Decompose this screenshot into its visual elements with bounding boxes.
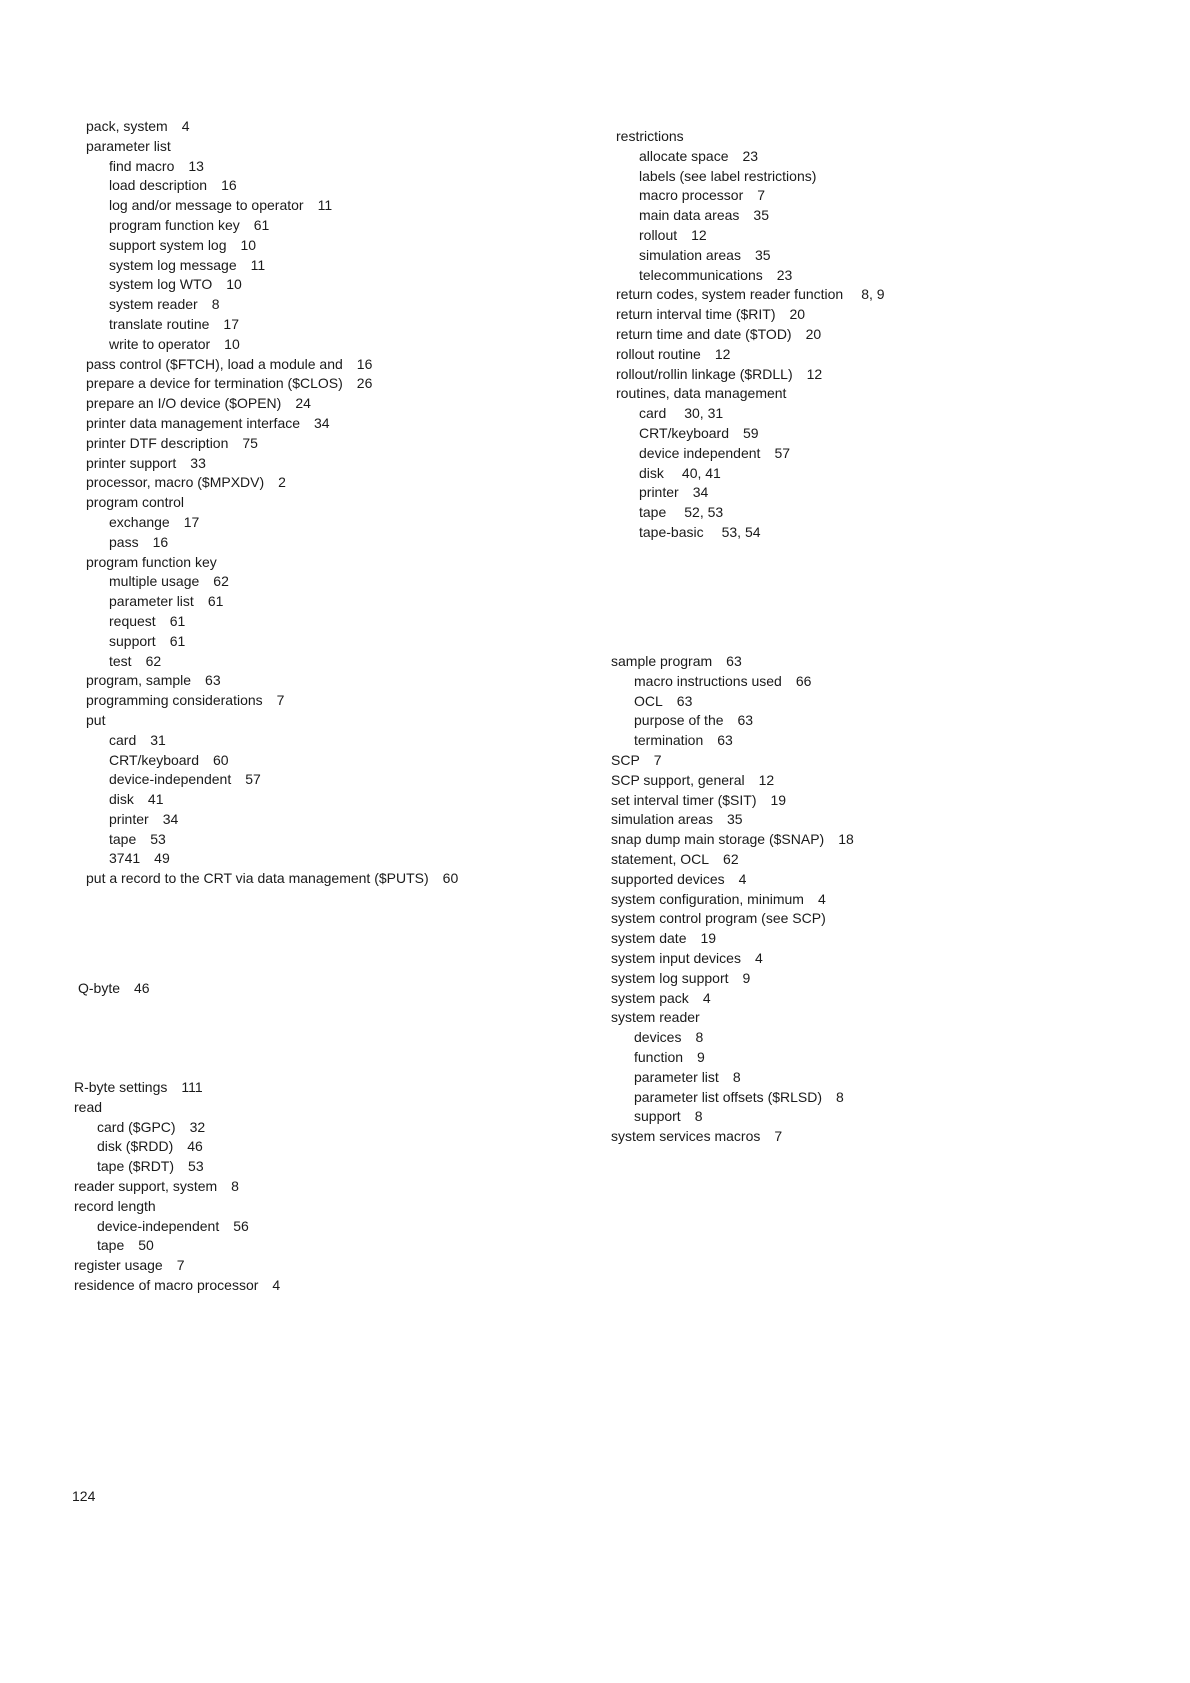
index-entry bbox=[78, 979, 150, 999]
index-page-ref: 7 bbox=[176, 1257, 185, 1274]
index-page-ref: 35 bbox=[753, 207, 769, 224]
index-term: labels (see label restrictions) bbox=[639, 167, 817, 184]
index-page-ref: 10 bbox=[226, 276, 242, 293]
index-page-ref: 61 bbox=[169, 612, 186, 629]
index-column-left bbox=[86, 117, 458, 889]
index-entry bbox=[611, 870, 854, 890]
index-term: printer bbox=[109, 810, 149, 827]
index-term: set interval timer ($SIT) bbox=[611, 791, 757, 808]
index-term: pass bbox=[109, 533, 139, 550]
index-term: processor, macro ($MPXDV) bbox=[86, 474, 265, 491]
index-term: restrictions bbox=[616, 128, 684, 144]
index-entry bbox=[74, 1177, 280, 1197]
index-subentry bbox=[616, 167, 885, 187]
index-term: routines, data management bbox=[616, 385, 787, 402]
index-entry bbox=[86, 434, 458, 454]
index-subentry bbox=[86, 157, 458, 177]
index-page-ref: 59 bbox=[743, 424, 759, 441]
index-page-ref: 63 bbox=[726, 653, 742, 669]
index-term: parameter list bbox=[86, 137, 171, 154]
index-term: system input devices bbox=[611, 949, 741, 966]
index-page-ref: 2 bbox=[278, 474, 286, 491]
index-term: card bbox=[109, 731, 137, 748]
index-page-ref: 16 bbox=[221, 177, 237, 194]
index-subentry bbox=[86, 790, 458, 810]
index-page-ref: 24 bbox=[295, 395, 311, 412]
index-page-ref: 8, 9 bbox=[861, 286, 885, 303]
index-term: log and/or message to operator bbox=[109, 197, 304, 214]
index-term: SCP support, general bbox=[611, 771, 745, 788]
index-term: system control program (see SCP) bbox=[611, 910, 826, 927]
index-term: disk bbox=[639, 464, 664, 481]
index-page-ref: 7 bbox=[774, 1128, 783, 1145]
index-entry bbox=[74, 1276, 280, 1296]
index-term: card ($GPC) bbox=[97, 1118, 176, 1135]
index-subentry bbox=[86, 256, 458, 276]
index-page-ref: 8 bbox=[836, 1088, 844, 1105]
index-page-ref: 26 bbox=[356, 375, 373, 392]
index-page-ref: 9 bbox=[697, 1048, 705, 1065]
page-number: 124 bbox=[72, 1488, 96, 1504]
index-subentry bbox=[616, 444, 885, 464]
index-term: 3741 bbox=[109, 850, 141, 867]
index-subentry bbox=[611, 1028, 854, 1048]
index-term: printer support bbox=[86, 454, 177, 471]
index-term: return time and date ($TOD) bbox=[616, 325, 792, 342]
index-term: return codes, system reader function bbox=[616, 286, 844, 303]
index-term: translate routine bbox=[109, 315, 210, 332]
index-page-ref: 8 bbox=[231, 1177, 239, 1194]
index-page-ref: 19 bbox=[700, 930, 717, 947]
index-subentry bbox=[611, 1048, 854, 1068]
index-entry bbox=[611, 929, 854, 949]
index-term: parameter list offsets ($RLSD) bbox=[634, 1088, 823, 1105]
index-page-ref: 7 bbox=[757, 187, 766, 204]
index-subentry bbox=[86, 731, 458, 751]
index-page-ref: 4 bbox=[754, 949, 763, 966]
index-term: card bbox=[639, 405, 667, 422]
index-entry bbox=[611, 969, 854, 989]
index-page-ref: 34 bbox=[314, 414, 330, 431]
index-page-ref: 62 bbox=[145, 652, 162, 669]
index-section-r bbox=[74, 1078, 280, 1296]
index-page-ref: 12 bbox=[806, 365, 823, 382]
index-term: main data areas bbox=[639, 207, 740, 224]
index-subentry bbox=[74, 1236, 280, 1256]
index-entry bbox=[86, 473, 458, 493]
index-term: disk bbox=[109, 791, 134, 808]
index-subentry bbox=[611, 731, 854, 751]
index-subentry bbox=[86, 830, 458, 850]
index-page-ref: 63 bbox=[717, 732, 733, 749]
index-term: devices bbox=[634, 1029, 682, 1046]
index-entry bbox=[611, 989, 854, 1009]
index-entry bbox=[611, 949, 854, 969]
index-term: purpose of the bbox=[634, 712, 724, 729]
index-term: tape ($RDT) bbox=[97, 1158, 175, 1175]
index-subentry bbox=[74, 1137, 280, 1157]
index-term: CRT/keyboard bbox=[109, 751, 200, 768]
index-page-ref: 10 bbox=[224, 335, 240, 352]
index-page-ref: 8 bbox=[732, 1068, 741, 1085]
index-page-ref: 33 bbox=[190, 454, 206, 471]
index-subentry bbox=[616, 186, 885, 206]
index-term: function bbox=[634, 1048, 684, 1065]
index-term: tape bbox=[109, 830, 137, 847]
index-subentry bbox=[86, 236, 458, 256]
index-subentry bbox=[616, 483, 885, 503]
index-subentry bbox=[86, 572, 458, 592]
index-entry bbox=[611, 810, 854, 830]
index-term: tape bbox=[97, 1237, 125, 1254]
index-page-ref: 32 bbox=[189, 1118, 206, 1135]
index-term: Q-byte bbox=[78, 980, 121, 996]
index-entry bbox=[611, 771, 854, 791]
index-subentry bbox=[616, 464, 885, 484]
index-page-ref: 62 bbox=[213, 573, 229, 590]
index-page-ref: 8 bbox=[694, 1108, 703, 1125]
index-subentry bbox=[611, 692, 854, 712]
index-page-ref: 62 bbox=[723, 850, 739, 867]
index-entry bbox=[86, 671, 458, 691]
index-page-ref: 4 bbox=[738, 870, 747, 887]
index-page-ref: 60 bbox=[213, 751, 229, 768]
index-term: system pack bbox=[611, 989, 689, 1006]
index-page-ref: 30, 31 bbox=[684, 405, 724, 422]
index-page-ref: 20 bbox=[789, 306, 806, 323]
index-subentry bbox=[86, 533, 458, 553]
index-entry bbox=[86, 355, 458, 375]
index-page-ref: 4 bbox=[181, 118, 190, 134]
index-subentry bbox=[86, 275, 458, 295]
index-page-ref: 8 bbox=[211, 296, 220, 313]
index-entry bbox=[86, 553, 458, 573]
index-page-ref: 12 bbox=[691, 226, 707, 243]
index-entry bbox=[74, 1197, 280, 1217]
index-term: find macro bbox=[109, 157, 175, 174]
index-term: parameter list bbox=[109, 593, 194, 610]
index-entry bbox=[86, 711, 458, 731]
index-subentry bbox=[86, 849, 458, 869]
index-term: rollout/rollin linkage ($RDLL) bbox=[616, 365, 793, 382]
index-term: SCP bbox=[611, 751, 640, 768]
index-term: program control bbox=[86, 494, 185, 511]
index-column-right-bottom bbox=[611, 652, 854, 1147]
index-term: system log support bbox=[611, 969, 729, 986]
index-term: allocate space bbox=[639, 147, 729, 164]
index-subentry bbox=[86, 176, 458, 196]
index-page-ref: 40, 41 bbox=[681, 464, 721, 481]
index-page-ref: 12 bbox=[714, 345, 731, 362]
index-term: write to operator bbox=[109, 335, 211, 352]
index-page-ref: 49 bbox=[154, 850, 170, 867]
index-subentry bbox=[86, 216, 458, 236]
index-term: return interval time ($RIT) bbox=[616, 306, 776, 323]
index-term: request bbox=[109, 612, 156, 629]
index-term: device independent bbox=[639, 444, 761, 461]
index-subentry bbox=[74, 1157, 280, 1177]
index-term: program function key bbox=[86, 553, 217, 570]
index-entry bbox=[86, 691, 458, 711]
index-page-ref: 7 bbox=[276, 692, 285, 709]
index-term: support bbox=[109, 632, 156, 649]
index-page-ref: 52, 53 bbox=[684, 504, 724, 521]
index-term: system date bbox=[611, 930, 687, 947]
index-term: printer DTF description bbox=[86, 434, 229, 451]
index-term: load description bbox=[109, 177, 208, 194]
index-subentry bbox=[616, 266, 885, 286]
index-term: test bbox=[109, 652, 132, 669]
index-term: macro processor bbox=[639, 187, 744, 204]
index-subentry bbox=[86, 513, 458, 533]
index-entry bbox=[74, 1078, 280, 1098]
index-term: pass control ($FTCH), load a module and bbox=[86, 355, 343, 372]
index-term: multiple usage bbox=[109, 573, 200, 590]
index-page-ref: 10 bbox=[240, 236, 257, 253]
index-term: telecommunications bbox=[639, 266, 763, 283]
index-term: system services macros bbox=[611, 1128, 761, 1145]
index-page-ref: 63 bbox=[737, 712, 754, 729]
index-page-ref: 8 bbox=[695, 1029, 704, 1046]
index-page-ref: 35 bbox=[726, 811, 743, 828]
index-page-ref: 66 bbox=[795, 672, 812, 689]
index-term: tape-basic bbox=[639, 523, 704, 540]
index-term: system reader bbox=[109, 296, 198, 313]
index-entry bbox=[611, 909, 854, 929]
index-page-ref: 17 bbox=[183, 513, 200, 530]
index-subentry bbox=[616, 424, 885, 444]
index-page-ref: 46 bbox=[134, 980, 150, 996]
index-page-ref: 31 bbox=[150, 731, 166, 748]
index-subentry bbox=[611, 1107, 854, 1127]
index-entry bbox=[611, 1008, 854, 1028]
index-page-ref: 7 bbox=[653, 751, 662, 768]
index-page-ref: 4 bbox=[702, 989, 711, 1006]
index-subentry bbox=[611, 1088, 854, 1108]
index-entry bbox=[611, 652, 854, 672]
index-term: printer bbox=[639, 484, 679, 501]
index-subentry bbox=[611, 1068, 854, 1088]
index-term: device-independent bbox=[109, 771, 232, 788]
index-section-q bbox=[78, 979, 150, 999]
index-term: pack, system bbox=[86, 118, 168, 134]
index-page-ref: 50 bbox=[138, 1237, 154, 1254]
index-page-ref: 4 bbox=[817, 890, 826, 907]
index-term: system configuration, minimum bbox=[611, 890, 804, 907]
index-term: prepare an I/O device ($OPEN) bbox=[86, 395, 282, 412]
index-term: program function key bbox=[109, 216, 240, 233]
index-term: put a record to the CRT via data management ($PUTS) bbox=[86, 870, 429, 887]
index-page-ref: 53 bbox=[150, 830, 166, 847]
index-subentry bbox=[74, 1118, 280, 1138]
index-subentry bbox=[616, 404, 885, 424]
index-page-ref: 16 bbox=[152, 533, 169, 550]
index-column-right-top bbox=[616, 127, 885, 543]
index-term: put bbox=[86, 711, 106, 728]
index-page-ref: 46 bbox=[187, 1138, 203, 1155]
index-subentry bbox=[611, 711, 854, 731]
index-page-ref: 41 bbox=[147, 791, 164, 808]
index-entry bbox=[611, 791, 854, 811]
index-page-ref: 53 bbox=[188, 1158, 204, 1175]
index-entry bbox=[86, 493, 458, 513]
index-subentry bbox=[86, 335, 458, 355]
index-term: programming considerations bbox=[86, 692, 263, 709]
index-term: OCL bbox=[634, 692, 663, 709]
index-entry bbox=[611, 751, 854, 771]
index-term: program, sample bbox=[86, 672, 192, 689]
index-term: system log WTO bbox=[109, 276, 213, 293]
index-term: register usage bbox=[74, 1257, 163, 1274]
index-entry bbox=[616, 325, 885, 345]
index-term: supported devices bbox=[611, 870, 725, 887]
index-page-ref: 63 bbox=[205, 672, 221, 689]
index-term: system log message bbox=[109, 256, 237, 273]
index-subentry bbox=[86, 751, 458, 771]
index-page-ref: 19 bbox=[770, 791, 787, 808]
index-page-ref: 34 bbox=[692, 484, 709, 501]
index-term: termination bbox=[634, 732, 704, 749]
index-term: CRT/keyboard bbox=[639, 424, 730, 441]
index-page-ref: 9 bbox=[742, 969, 751, 986]
index-entry bbox=[86, 394, 458, 414]
index-subentry bbox=[86, 295, 458, 315]
index-subentry bbox=[616, 147, 885, 167]
index-page-ref: 60 bbox=[442, 870, 459, 887]
index-entry bbox=[611, 850, 854, 870]
index-term: R-byte settings bbox=[74, 1079, 168, 1095]
index-page-ref: 4 bbox=[272, 1276, 281, 1293]
index-term: system reader bbox=[611, 1009, 700, 1026]
index-entry bbox=[616, 305, 885, 325]
index-page-ref: 12 bbox=[758, 771, 775, 788]
index-term: rollout routine bbox=[616, 345, 701, 362]
index-term: sample program bbox=[611, 653, 713, 669]
index-subentry bbox=[74, 1217, 280, 1237]
index-term: residence of macro processor bbox=[74, 1276, 259, 1293]
index-page-ref: 18 bbox=[838, 831, 854, 848]
index-entry bbox=[86, 374, 458, 394]
index-term: simulation areas bbox=[611, 811, 713, 828]
index-entry bbox=[86, 137, 458, 157]
index-page-ref: 57 bbox=[774, 444, 791, 461]
index-term: record length bbox=[74, 1197, 156, 1214]
index-subentry bbox=[86, 592, 458, 612]
index-entry bbox=[616, 345, 885, 365]
index-term: rollout bbox=[639, 226, 678, 243]
index-subentry bbox=[611, 672, 854, 692]
index-term: macro instructions used bbox=[634, 672, 782, 689]
index-entry bbox=[86, 414, 458, 434]
index-entry bbox=[86, 117, 458, 137]
index-term: support bbox=[634, 1108, 681, 1125]
index-page-ref: 23 bbox=[742, 147, 759, 164]
index-term: snap dump main storage ($SNAP) bbox=[611, 831, 825, 848]
index-page-ref: 17 bbox=[223, 315, 239, 332]
index-entry bbox=[86, 454, 458, 474]
index-term: prepare a device for termination ($CLOS) bbox=[86, 375, 343, 392]
index-page-ref: 61 bbox=[207, 593, 224, 610]
index-page-ref: 53, 54 bbox=[721, 523, 761, 540]
index-entry bbox=[611, 1127, 854, 1147]
index-page-ref: 34 bbox=[162, 810, 179, 827]
index-entry bbox=[616, 127, 885, 147]
index-term: tape bbox=[639, 504, 667, 521]
index-term: support system log bbox=[109, 236, 227, 253]
index-page-ref: 61 bbox=[169, 632, 186, 649]
index-page-ref: 11 bbox=[317, 197, 333, 214]
index-term: device-independent bbox=[97, 1217, 220, 1234]
index-entry bbox=[616, 384, 885, 404]
index-subentry bbox=[616, 503, 885, 523]
index-page-ref: 57 bbox=[245, 771, 261, 788]
index-page-ref: 63 bbox=[676, 692, 693, 709]
index-subentry bbox=[86, 196, 458, 216]
index-page-ref: 20 bbox=[805, 325, 822, 342]
index-term: read bbox=[74, 1098, 103, 1115]
index-term: printer data management interface bbox=[86, 414, 301, 431]
index-term: reader support, system bbox=[74, 1177, 218, 1194]
index-subentry bbox=[616, 226, 885, 246]
index-page-ref: 61 bbox=[253, 216, 270, 233]
index-term: exchange bbox=[109, 513, 170, 530]
index-subentry bbox=[86, 770, 458, 790]
index-entry bbox=[616, 365, 885, 385]
index-entry bbox=[86, 869, 458, 889]
index-page-ref: 11 bbox=[250, 256, 266, 273]
index-subentry bbox=[616, 246, 885, 266]
index-subentry bbox=[86, 612, 458, 632]
index-term: disk ($RDD) bbox=[97, 1138, 174, 1155]
index-subentry bbox=[86, 652, 458, 672]
index-subentry bbox=[616, 523, 885, 543]
index-page-ref: 75 bbox=[242, 434, 258, 451]
index-subentry bbox=[86, 810, 458, 830]
index-entry bbox=[74, 1098, 280, 1118]
index-term: parameter list bbox=[634, 1068, 719, 1085]
index-subentry bbox=[86, 632, 458, 652]
index-term: simulation areas bbox=[639, 246, 741, 263]
index-page-ref: 16 bbox=[356, 355, 373, 372]
index-term: statement, OCL bbox=[611, 850, 710, 867]
index-page-ref: 13 bbox=[188, 157, 204, 174]
index-entry bbox=[611, 890, 854, 910]
index-page-ref: 35 bbox=[754, 246, 771, 263]
index-entry bbox=[611, 830, 854, 850]
index-page-ref: 111 bbox=[181, 1079, 203, 1095]
index-page-ref: 56 bbox=[233, 1217, 249, 1234]
index-entry bbox=[74, 1256, 280, 1276]
index-subentry bbox=[86, 315, 458, 335]
index-entry bbox=[616, 285, 885, 305]
index-page-ref: 23 bbox=[776, 266, 793, 283]
index-subentry bbox=[616, 206, 885, 226]
